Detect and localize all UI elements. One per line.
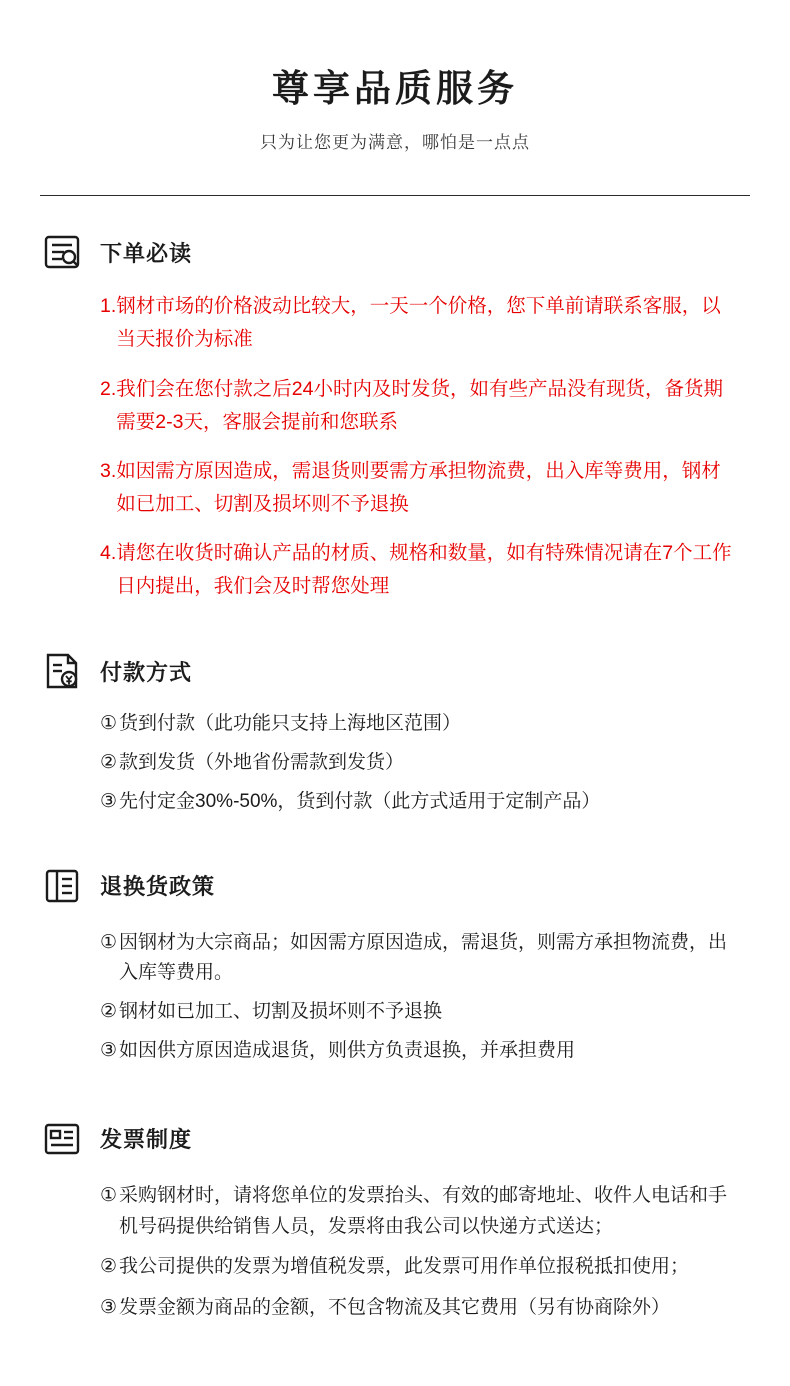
- invoice-yuan-icon: [42, 651, 82, 691]
- list-marker: ②: [100, 1256, 118, 1278]
- list-text: 款到发货（外地省份需款到发货）: [119, 752, 405, 774]
- list-text: 请您在收货时确认产品的材质、规格和数量，如有特殊情况请在7个工作日内提出，我们会及时帮您处理: [116, 542, 732, 598]
- list-marker: ③: [100, 1039, 118, 1061]
- list-item: [100, 1036, 732, 1067]
- section-body: [40, 1181, 750, 1324]
- section-payment: [40, 651, 750, 817]
- document-search-icon: [42, 232, 82, 272]
- page-subtitle: 只为让您更为满意，哪怕是一点点: [260, 133, 530, 153]
- section-title: 发票制度: [100, 1127, 193, 1153]
- list-marker: ③: [100, 1297, 118, 1319]
- list-item: [100, 1252, 732, 1283]
- list-text: 先付定金30%-50%，货到付款（此方式适用于定制产品）: [119, 790, 601, 812]
- list-marker: ①: [100, 1184, 118, 1206]
- list-marker: 4.: [100, 542, 117, 565]
- section-body: [40, 928, 750, 1067]
- section-body: [40, 709, 750, 817]
- page-title: 尊享品质服务: [272, 68, 518, 109]
- invoice-note-icon: [42, 1119, 82, 1159]
- page-header: [40, 0, 750, 153]
- list-marker: 1.: [100, 295, 117, 318]
- list-marker: ②: [100, 1001, 118, 1023]
- section-body: [40, 290, 750, 603]
- section-title: 退换货政策: [100, 874, 216, 900]
- section-invoice: [40, 1119, 750, 1324]
- list-item: [100, 997, 732, 1028]
- list-item: [100, 1293, 732, 1324]
- list-item: [100, 373, 732, 439]
- section-header: [40, 232, 750, 272]
- header-divider: [40, 195, 750, 196]
- bottom-spacer: [40, 1334, 750, 1374]
- list-text: 如因需方原因造成，需退货则要需方承担物流费，出入库等费用，钢材如已加工、切割及损坏则不予退换: [116, 459, 721, 515]
- section-header: [40, 651, 750, 691]
- list-item: [100, 709, 732, 740]
- list-marker: 3.: [100, 459, 117, 482]
- list-text: 因钢材为大宗商品；如因需方原因造成，需退货，则需方承担物流费，出入库等费用。: [119, 931, 728, 984]
- list-text: 钢材如已加工、切割及损坏则不予退换: [119, 1001, 443, 1023]
- list-text: 如因供方原因造成退货，则供方负责退换，并承担费用: [119, 1039, 576, 1061]
- list-marker: 2.: [100, 377, 117, 400]
- list-item: [100, 787, 732, 818]
- list-text: 货到付款（此功能只支持上海地区范围）: [119, 713, 462, 735]
- list-marker: ②: [100, 752, 118, 774]
- list-item: [100, 537, 732, 603]
- list-text: 我们会在您付款之后24小时内及时发货，如有些产品没有现货，备货期需要2-3天，客服会提前和您联系: [116, 377, 723, 433]
- section-title: 付款方式: [100, 659, 193, 685]
- list-text: 发票金额为商品的金额，不包含物流及其它费用（另有协商除外）: [119, 1297, 671, 1319]
- list-document-icon: [42, 866, 82, 906]
- list-text: 钢材市场的价格波动比较大，一天一个价格，您下单前请联系客服，以当天报价为标准: [116, 295, 721, 351]
- list-marker: ①: [100, 931, 118, 953]
- list-item: [100, 1181, 732, 1243]
- section-must-read: [40, 232, 750, 603]
- section-title: 下单必读: [100, 240, 193, 266]
- list-item: [100, 748, 732, 779]
- section-return-policy: [40, 866, 750, 1067]
- list-item: [100, 928, 732, 990]
- list-text: 采购钢材时，请将您单位的发票抬头、有效的邮寄地址、收件人电话和手机号码提供给销售人员，发票将由我公司以快递方式送达；: [119, 1184, 728, 1237]
- list-text: 我公司提供的发票为增值税发票，此发票可用作单位报税抵扣使用；: [119, 1256, 690, 1278]
- section-header: [40, 1119, 750, 1159]
- list-item: [100, 455, 732, 521]
- list-marker: ①: [100, 713, 118, 735]
- list-item: [100, 290, 732, 356]
- section-header: [40, 866, 750, 906]
- list-marker: ③: [100, 790, 118, 812]
